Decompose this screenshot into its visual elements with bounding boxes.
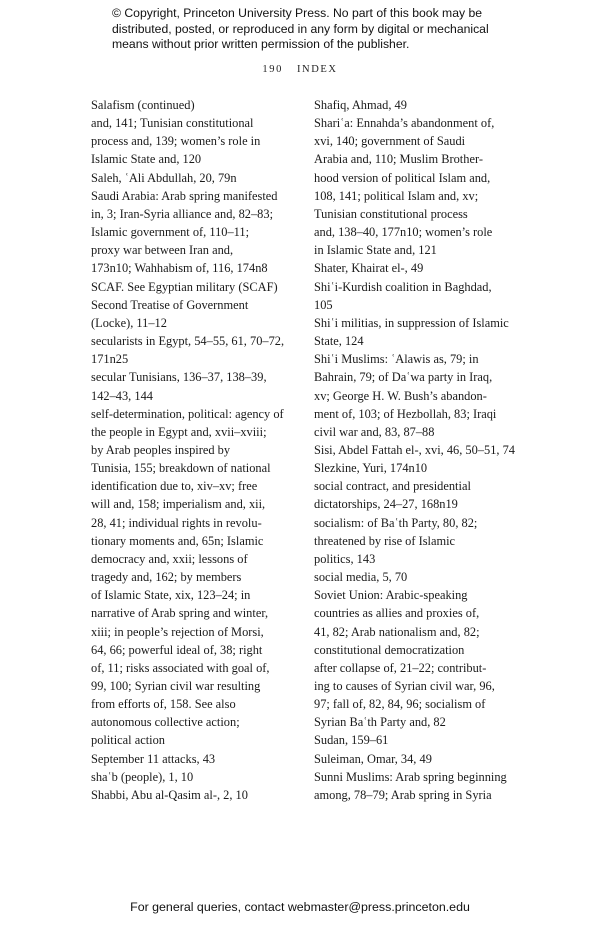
index-entry-continuation-line: in, 3; Iran-Syria alliance and, 82–83; — [91, 206, 274, 221]
index-entry-continuation-line: by Arab peoples inspired by — [91, 442, 231, 457]
copyright-line: means without prior written permission of the publisher. — [112, 37, 410, 52]
index-entry-continuation-line: and, 141; Tunisian constitutional — [91, 116, 254, 131]
index-entry-continuation-line: 99, 100; Syrian civil war resulting — [91, 679, 261, 693]
index-entry-continuation-line: Bahrain, 79; of Daʿwa party in Iraq, — [314, 370, 493, 385]
index-entry — [91, 332, 297, 368]
index-entry — [314, 350, 526, 441]
index-entry-continuation-line: of, 11; risks associated with goal of, — [91, 660, 270, 675]
index-entry-continuation-line: will and, 158; imperialism and, xii, — [91, 497, 266, 512]
index-entry-continuation-line: ment of, 103; of Hezbollah, 83; Iraqi — [314, 406, 497, 421]
index-entry-heading-line: Soviet Union: Arabic-speaking — [314, 588, 468, 603]
index-entry-continuation-line: 173n10; Wahhabism of, 116, 174n8 — [91, 261, 268, 276]
index-entry-heading-line: Slezkine, Yuri, 174n10 — [314, 461, 428, 476]
index-entry-continuation-line: countries as allies and proxies of, — [314, 606, 480, 621]
index-entry-continuation-line: dictatorships, 24–27, 168n19 — [314, 497, 458, 512]
index-entry — [314, 586, 526, 731]
index-entry-continuation-line: process and, 139; women’s role in — [91, 134, 261, 149]
index-entry-heading-line: Saleh, ʿAli Abdullah, 20, 79n — [91, 170, 237, 185]
running-head — [0, 64, 600, 75]
copyright-line: © Copyright, Princeton University Press. No part of this book may be — [112, 6, 483, 20]
index-entry-continuation-line: 41, 82; Arab nationalism and, 82; — [314, 624, 480, 639]
index-entry — [91, 278, 297, 296]
index-entry-heading-line: Shiʿi militias, in suppression of Islamic — [314, 315, 509, 330]
index-entry-continuation-line: in Islamic State and, 121 — [314, 243, 437, 258]
index-entry-heading-line: self-determination, political: agency of — [91, 406, 284, 421]
index-entry-heading-line: secularists in Egypt, 54–55, 61, 70–72, — [91, 334, 285, 349]
index-entry — [314, 477, 526, 513]
index-entry-continuation-line: 171n25 — [91, 352, 129, 367]
index-entry-heading-line: Salafism (continued) — [91, 98, 195, 112]
index-entry-heading-line: September 11 attacks, 43 — [91, 751, 216, 766]
index-entry — [314, 731, 526, 749]
copyright-line: distributed, posted, or reproduced in any form by digital or mechanical — [112, 21, 489, 36]
index-entry-continuation-line: 64, 66; powerful ideal of, 38; right — [91, 642, 263, 657]
index-entry — [314, 514, 526, 568]
index-entry-continuation-line: threatened by rise of Islamic — [314, 533, 456, 548]
index-entry — [91, 96, 297, 169]
index-entry-continuation-line: civil war and, 83, 87–88 — [314, 424, 435, 439]
index-entry — [314, 114, 526, 259]
index-entry-continuation-line: constitutional democratization — [314, 642, 465, 657]
index-entry — [91, 368, 297, 404]
index-entry — [91, 296, 297, 332]
index-entry-heading-line: Sunni Muslims: Arab spring beginning — [314, 769, 507, 784]
index-entry-continuation-line: 142–43, 144 — [91, 388, 153, 403]
index-entry-continuation-line: politics, 143 — [314, 551, 376, 566]
index-entry — [91, 405, 297, 750]
index-entry-heading-line: social contract, and presidential — [314, 479, 471, 494]
index-entry-continuation-line: hood version of political Islam and, — [314, 170, 491, 185]
index-entry-continuation-line: xv; George H. W. Bush’s abandon- — [314, 388, 487, 403]
index-entry-continuation-line: 28, 41; individual rights in revolu- — [91, 515, 262, 530]
index-column-right — [314, 96, 526, 804]
index-entry-continuation-line: Islamic State and, 120 — [91, 152, 202, 167]
index-entry — [314, 441, 526, 459]
index-entry-continuation-line: of Islamic State, xix, 123–24; in — [91, 588, 251, 603]
index-entry-continuation-line: Tunisia, 155; breakdown of national — [91, 461, 271, 476]
copyright-notice — [112, 6, 532, 53]
index-entry-heading-line: Shafiq, Ahmad, 49 — [314, 98, 407, 112]
index-entry-heading-line: social media, 5, 70 — [314, 570, 408, 585]
index-entry-continuation-line: ing to causes of Syrian civil war, 96, — [314, 679, 495, 693]
index-entry-continuation-line: the people in Egypt and, xvii–xviii; — [91, 424, 267, 439]
index-entry-continuation-line: identification due to, xiv–xv; free — [91, 479, 258, 494]
index-entry-continuation-line: xiii; in people’s rejection of Morsi, — [91, 624, 264, 639]
index-entry — [314, 568, 526, 586]
index-entry-continuation-line: from efforts of, 158. See also — [91, 697, 236, 712]
index-entry-heading-line: Sudan, 159–61 — [314, 733, 389, 748]
index-entry-continuation-line: State, 124 — [314, 334, 364, 349]
index-column-left — [91, 96, 297, 804]
index-entry-heading-line: Shiʿi Muslims: ʿAlawis as, 79; in — [314, 352, 479, 367]
index-entry-heading-line: SCAF. See Egyptian military (SCAF) — [91, 279, 278, 294]
index-entry — [91, 768, 297, 786]
index-entry-heading-line: shaʿb (people), 1, 10 — [91, 769, 194, 784]
index-entry-continuation-line: 97; fall of, 82, 84, 96; socialism of — [314, 697, 486, 712]
index-entry-continuation-line: and, 138–40, 177n10; women’s role — [314, 225, 493, 240]
footer-contact: For general queries, contact webmaster@press.princeton.edu — [130, 900, 470, 914]
index-entry-continuation-line: proxy war between Iran and, — [91, 243, 234, 258]
index-entry-continuation-line: tragedy and, 162; by members — [91, 570, 242, 585]
index-entry-continuation-line: political action — [91, 733, 165, 748]
index-entry — [314, 278, 526, 314]
index-entry-heading-line: socialism: of Baʿth Party, 80, 82; — [314, 515, 478, 530]
index-entry-continuation-line: (Locke), 11–12 — [91, 315, 167, 330]
index-entry-continuation-line: democracy and, xxii; lessons of — [91, 551, 248, 566]
index-entry — [314, 750, 526, 768]
index-entry-heading-line: Shiʿi-Kurdish coalition in Baghdad, — [314, 279, 492, 294]
index-entry — [91, 786, 297, 804]
index-entry — [314, 314, 526, 350]
index-entry-continuation-line: xvi, 140; government of Saudi — [314, 134, 466, 149]
index-entry-continuation-line: Syrian Baʿth Party and, 82 — [314, 715, 446, 730]
index-entry-heading-line: Suleiman, Omar, 34, 49 — [314, 751, 432, 766]
index-entry — [314, 96, 526, 114]
index-entry-heading-line: Second Treatise of Government — [91, 297, 249, 312]
index-entry — [91, 169, 297, 187]
section-title: INDEX — [296, 64, 338, 75]
index-entry — [314, 259, 526, 277]
index-entry — [314, 768, 526, 804]
index-entry-heading-line: Saudi Arabia: Arab spring manifested — [91, 188, 278, 203]
index-entry — [314, 459, 526, 477]
index-entry-continuation-line: Arabia and, 110; Muslim Brother- — [314, 152, 483, 167]
page-number: 190 — [262, 64, 283, 75]
index-entry-continuation-line: Tunisian constitutional process — [314, 206, 468, 221]
index-entry-heading-line: Sisi, Abdel Fattah el-, xvi, 46, 50–51, 74 — [314, 442, 515, 457]
index-entry-continuation-line: after collapse of, 21–22; contribut- — [314, 660, 487, 675]
index-entry — [91, 750, 297, 768]
index-entry-heading-line: secular Tunisians, 136–37, 138–39, — [91, 370, 267, 385]
index-entry — [91, 187, 297, 278]
index-entry-heading-line: Shariʿa: Ennahda’s abandonment of, — [314, 116, 495, 131]
index-entry-continuation-line: 105 — [314, 297, 333, 312]
index-entry-heading-line: Shabbi, Abu al-Qasim al-, 2, 10 — [91, 787, 248, 802]
index-entry-continuation-line: tionary moments and, 65n; Islamic — [91, 533, 264, 548]
index-entry-continuation-line: narrative of Arab spring and winter, — [91, 606, 269, 621]
index-entry-continuation-line: 108, 141; political Islam and, xv; — [314, 188, 479, 203]
index-entry-continuation-line: Islamic government of, 110–11; — [91, 225, 250, 240]
index-entry-continuation-line: among, 78–79; Arab spring in Syria — [314, 787, 492, 802]
index-entry-heading-line: Shater, Khairat el-, 49 — [314, 261, 424, 276]
index-entry-continuation-line: autonomous collective action; — [91, 715, 240, 730]
